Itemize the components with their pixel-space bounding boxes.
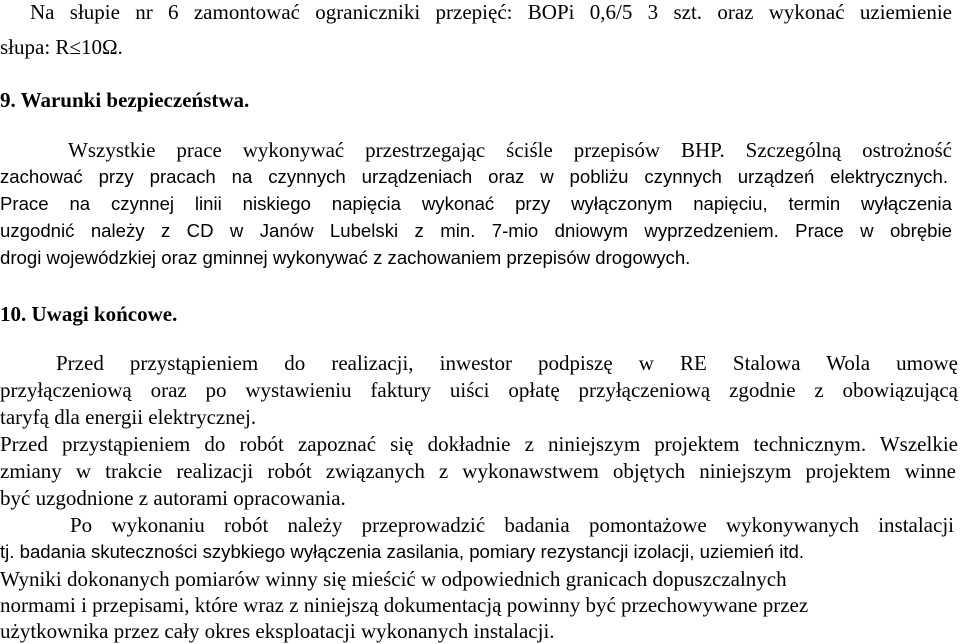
- paragraph-line: normami i przepisami, które wraz z niniejszą dokumentacją powinny być przechowywane przez: [0, 593, 809, 617]
- section-heading-9: 9. Warunki bezpieczeństwa.: [0, 88, 250, 112]
- paragraph-line: drogi wojewódzkiej oraz gminnej wykonywać z zachowaniem przepisów drogowych.: [0, 247, 691, 268]
- section-heading-10: 10. Uwagi końcowe.: [0, 302, 178, 326]
- paragraph-line: przyłączeniową oraz po wystawieniu faktury uiści opłatę przyłączeniową zgodnie z obowiązującą: [0, 378, 958, 402]
- paragraph-line: Wszystkie prace wykonywać przestrzegając ściśle przepisów BHP. Szczególną ostrożność: [68, 138, 952, 162]
- paragraph-line: tj. badania skuteczności szybkiego wyłączenia zasilania, pomiary rezystancji izolacji, uziemień itd.: [0, 541, 805, 562]
- paragraph-line: taryfą dla energii elektrycznej.: [0, 405, 257, 429]
- paragraph-line: zmiany w trakcie realizacji robót związanych z wykonawstwem objętych niniejszym projektem winne: [0, 459, 956, 483]
- paragraph-line: Na słupie nr 6 zamontować ograniczniki przepięć: BOPi 0,6/5 3 szt. oraz wykonać uziemienie: [30, 0, 952, 24]
- paragraph-line: uzgodnić należy z CD w Janów Lubelski z min. 7-mio dniowym wyprzedzeniem. Prace w obrębie: [0, 220, 952, 241]
- paragraph-line: użytkownika przez cały okres eksploatacji wykonanych instalacji.: [0, 619, 555, 643]
- paragraph-line: Po wykonaniu robót należy przeprowadzić badania pomontażowe wykonywanych instalacji: [70, 513, 954, 537]
- paragraph-line: Wyniki dokonanych pomiarów winny się mieścić w odpowiednich granicach dopuszczalnych: [0, 567, 787, 591]
- paragraph-line: Prace na czynnej linii niskiego napięcia wykonać przy wyłączonym napięciu, termin wyłączenia: [0, 193, 952, 214]
- paragraph-line: być uzgodnione z autorami opracowania.: [0, 486, 346, 510]
- paragraph-line: zachować przy pracach na czynnych urządzeniach oraz w pobliżu czynnych urządzeń elektrycznych.: [0, 166, 948, 187]
- paragraph-line: słupa: R≤10Ω.: [0, 35, 123, 59]
- paragraph-line: Przed przystąpieniem do robót zapoznać się dokładnie z niniejszym projektem technicznym. Wszelkie: [0, 432, 958, 456]
- paragraph-line: Przed przystąpieniem do realizacji, inwestor podpiszę w RE Stalowa Wola umowę: [56, 351, 958, 375]
